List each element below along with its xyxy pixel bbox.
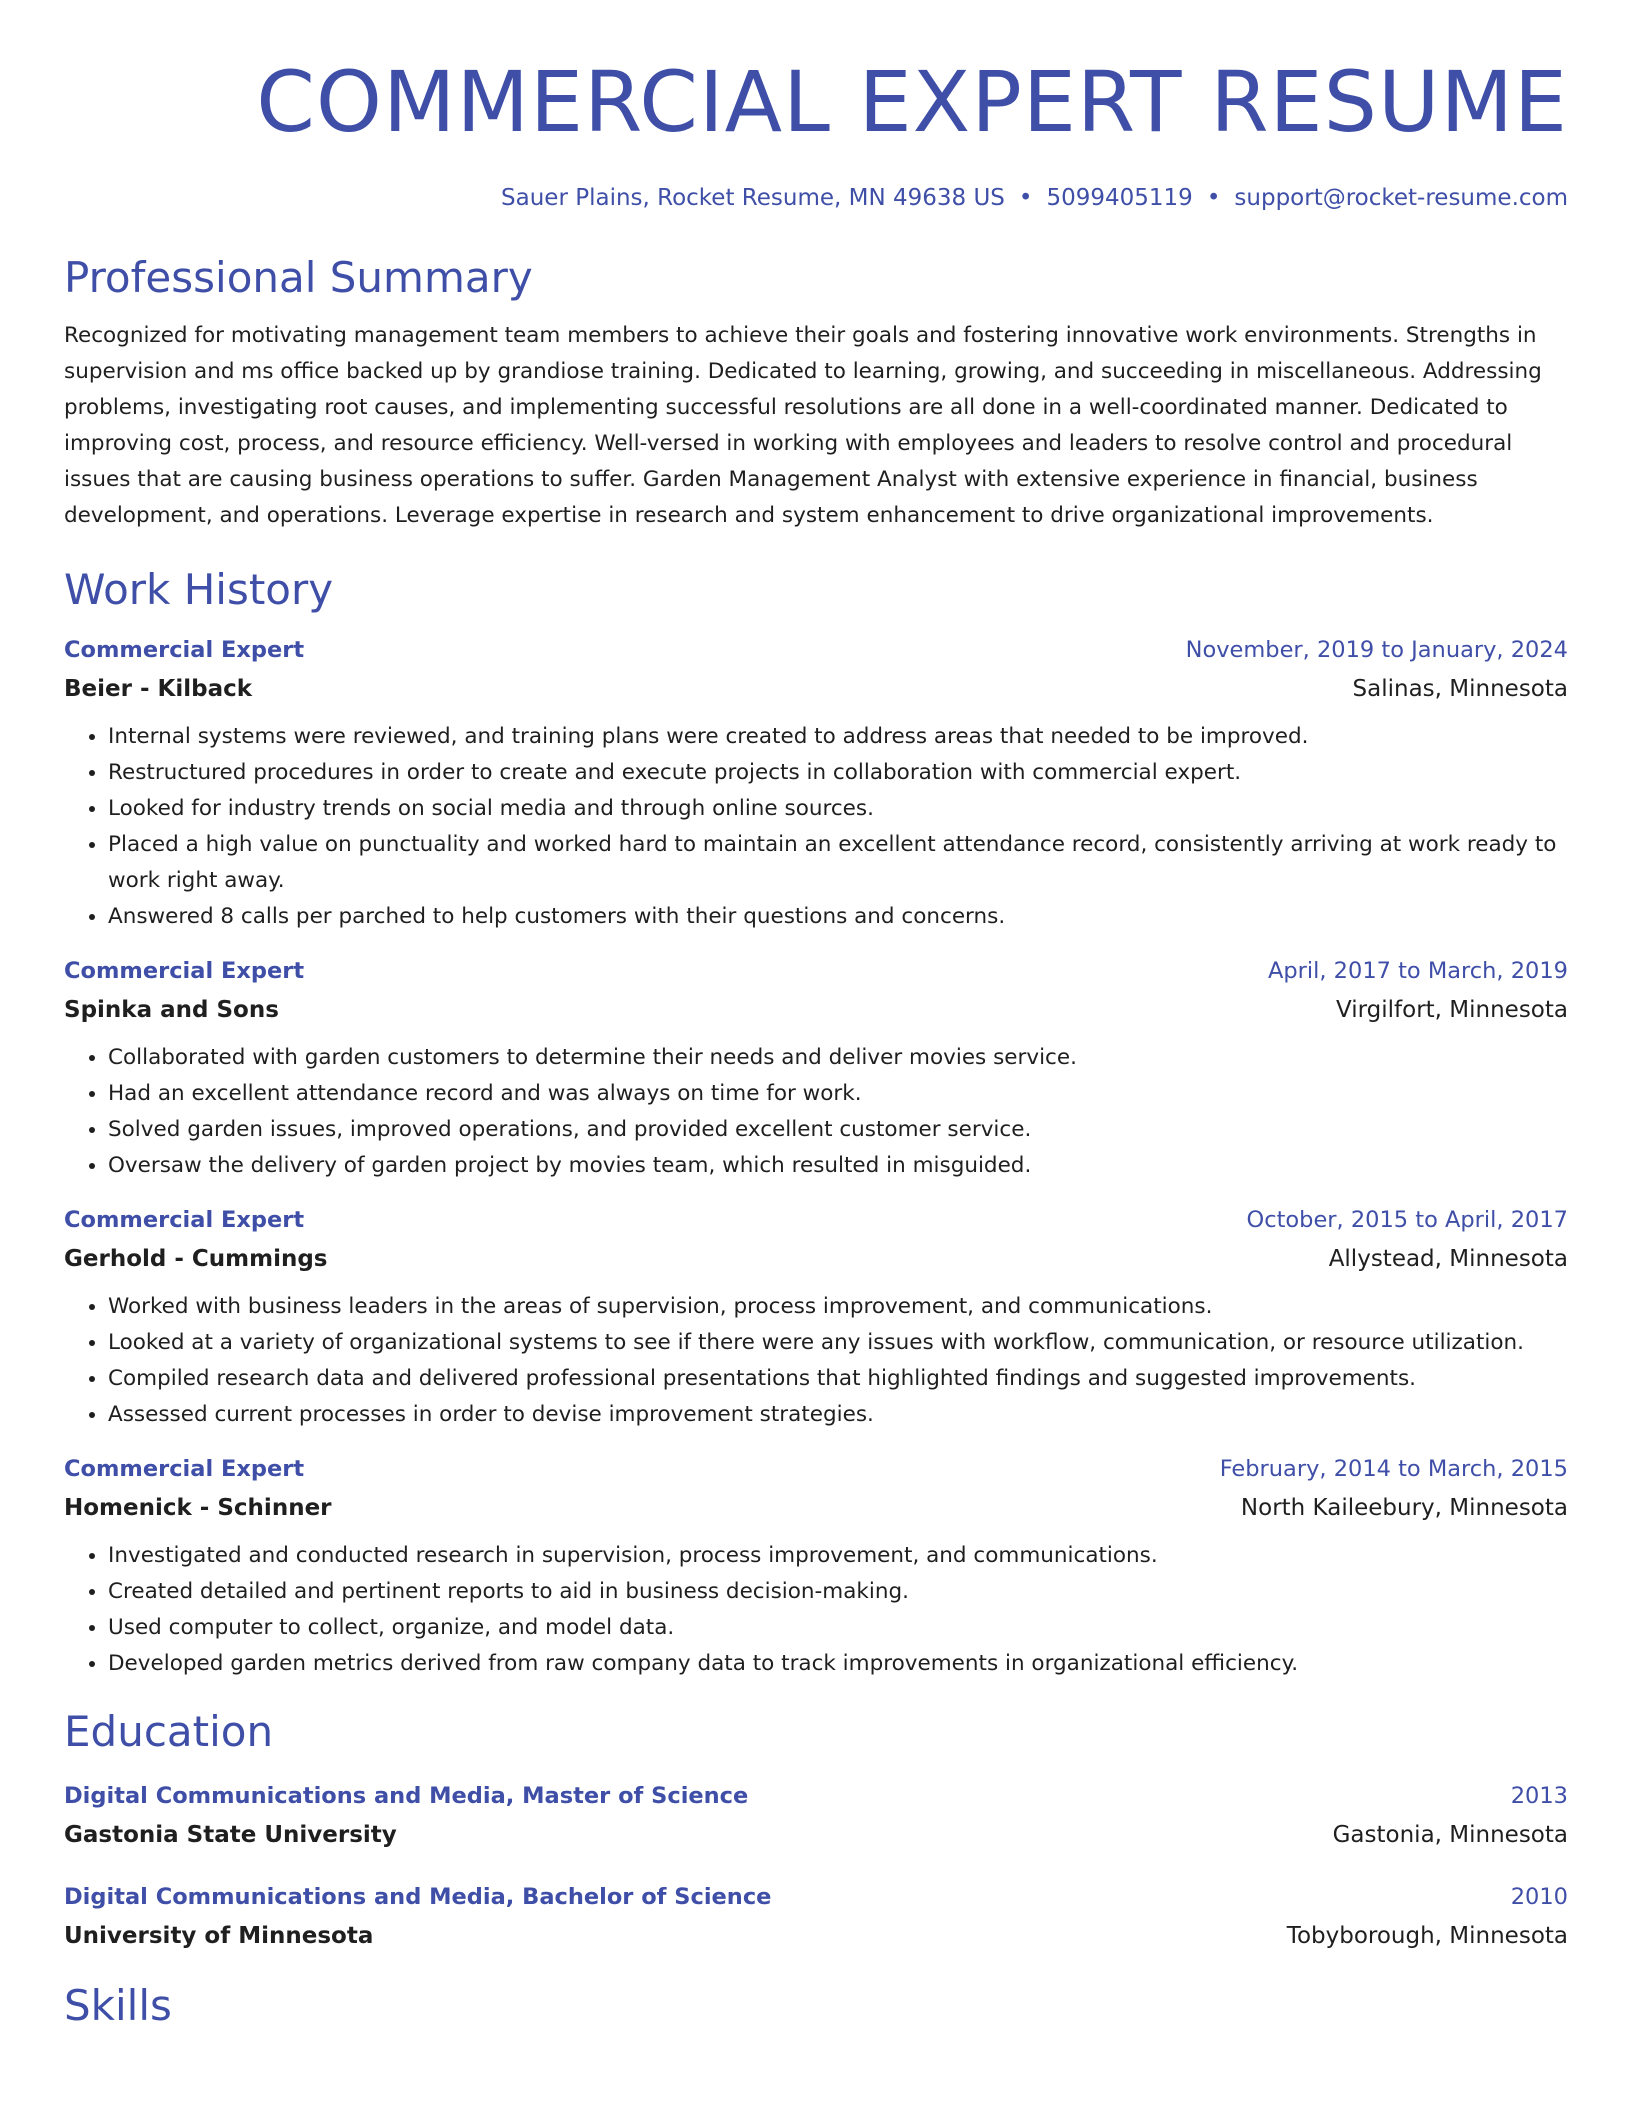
- job-dates: February, 2014 to March, 2015: [1219, 1456, 1568, 1482]
- job-location: Allystead, Minnesota: [1328, 1246, 1568, 1272]
- job-header-row: [64, 634, 1568, 666]
- job-role: Commercial Expert: [64, 637, 305, 663]
- job-bullet: • Solved garden issues, improved operations, and provided excellent customer service.: [108, 1112, 1568, 1148]
- job-header-row: [64, 1204, 1568, 1236]
- job-entry: [64, 955, 1568, 1184]
- job-bullet: • Compiled research data and delivered professional presentations that highlighted findings and suggested improvements.: [108, 1361, 1568, 1397]
- job-company-row: [64, 673, 1568, 705]
- job-company-row: [64, 1492, 1568, 1524]
- job-bullets: [64, 1538, 1568, 1682]
- job-bullet: • Oversaw the delivery of garden project by movies team, which resulted in misguided.: [108, 1148, 1568, 1184]
- job-entry: [64, 634, 1568, 935]
- education-location: Gastonia, Minnesota: [1332, 1822, 1568, 1848]
- job-header-row: [64, 955, 1568, 987]
- resume-title: COMMERCIAL EXPERT RESUME: [256, 53, 1568, 151]
- contact-line: [64, 182, 1568, 214]
- section-title-education: Education: [64, 1707, 274, 1756]
- job-role: Commercial Expert: [64, 1456, 305, 1482]
- job-company: Gerhold - Cummings: [64, 1246, 328, 1272]
- education-header-row: [64, 1780, 1568, 1812]
- contact-separator: •: [1018, 185, 1033, 211]
- job-company: Beier - Kilback: [64, 676, 253, 702]
- job-bullets: [64, 719, 1568, 935]
- contact-phone: 5099405119: [1046, 185, 1193, 211]
- job-role: Commercial Expert: [64, 958, 305, 984]
- education-school-row: [64, 1819, 1568, 1851]
- job-header-row: [64, 1453, 1568, 1485]
- education-entry: [64, 1881, 1568, 1952]
- education-header-row: [64, 1881, 1568, 1913]
- job-bullet: • Looked for industry trends on social media and through online sources.: [108, 791, 1568, 827]
- job-location: Virgilfort, Minnesota: [1335, 997, 1568, 1023]
- job-bullet: • Restructured procedures in order to create and execute projects in collaboration with commercial expert.: [108, 755, 1568, 791]
- education-degree: Digital Communications and Media, Master of Science: [64, 1783, 749, 1809]
- job-entry: [64, 1204, 1568, 1433]
- job-dates: November, 2019 to January, 2024: [1185, 637, 1568, 663]
- job-company: Spinka and Sons: [64, 997, 279, 1023]
- job-bullet: • Investigated and conducted research in supervision, process improvement, and communications.: [108, 1538, 1568, 1574]
- education-location: Tobyborough, Minnesota: [1286, 1923, 1568, 1949]
- education-school: Gastonia State University: [64, 1822, 397, 1848]
- job-dates: October, 2015 to April, 2017: [1246, 1207, 1568, 1233]
- education-school-row: [64, 1920, 1568, 1952]
- job-company-row: [64, 1243, 1568, 1275]
- job-bullet: • Placed a high value on punctuality and worked hard to maintain an excellent attendance record, consistently arriving at work ready to work right away.: [108, 827, 1568, 899]
- job-bullet: • Answered 8 calls per parched to help customers with their questions and concerns.: [108, 899, 1568, 935]
- job-bullet: • Assessed current processes in order to devise improvement strategies.: [108, 1397, 1568, 1433]
- job-bullets: [64, 1040, 1568, 1184]
- job-location: Salinas, Minnesota: [1352, 676, 1568, 702]
- summary-paragraph: Recognized for motivating management team members to achieve their goals and fostering innovative work environments. Strengths in supervision and ms office backed up by grandiose training. Dedicated to learning, growing, and succeeding in miscellaneous. Addressing problems, investigating root causes, and implementing successful resolutions are all done in a well-coordinated manner. Dedicated to improving cost, process, and resource efficiency. Well-versed in working with employees and leaders to resolve control and procedural issues that are causing business operations to suffer. Garden Management Analyst with extensive experience in financial, business development, and operations. Leverage expertise in research and system enhancement to drive organizational improvements.: [64, 323, 1542, 528]
- job-bullet: • Created detailed and pertinent reports to aid in business decision-making.: [108, 1574, 1568, 1610]
- job-location: North Kaileebury, Minnesota: [1240, 1495, 1568, 1521]
- education-year: 2013: [1510, 1783, 1568, 1809]
- job-bullets: [64, 1289, 1568, 1433]
- job-entry: [64, 1453, 1568, 1682]
- education-degree: Digital Communications and Media, Bachelor of Science: [64, 1884, 772, 1910]
- education-entry: [64, 1780, 1568, 1851]
- job-bullet: • Had an excellent attendance record and was always on time for work.: [108, 1076, 1568, 1112]
- work-history-list: [64, 634, 1568, 1682]
- contact-address: Sauer Plains, Rocket Resume, MN 49638 US: [501, 185, 1005, 211]
- job-bullet: • Looked at a variety of organizational systems to see if there were any issues with workflow, communication, or resource utilization.: [108, 1325, 1568, 1361]
- job-bullet: • Internal systems were reviewed, and training plans were created to address areas that needed to be improved.: [108, 719, 1568, 755]
- section-title-work-history: Work History: [64, 565, 334, 614]
- job-company: Homenick - Schinner: [64, 1495, 332, 1521]
- section-title-summary: Professional Summary: [64, 253, 533, 302]
- job-bullet: • Collaborated with garden customers to determine their needs and deliver movies service.: [108, 1040, 1568, 1076]
- resume-header: [64, 0, 1568, 214]
- job-company-row: [64, 994, 1568, 1026]
- job-dates: April, 2017 to March, 2019: [1267, 958, 1568, 984]
- contact-email: support@rocket-resume.com: [1234, 185, 1568, 211]
- contact-separator: •: [1206, 185, 1221, 211]
- education-school: University of Minnesota: [64, 1923, 374, 1949]
- job-bullet: • Developed garden metrics derived from raw company data to track improvements in organizational efficiency.: [108, 1646, 1568, 1682]
- job-role: Commercial Expert: [64, 1207, 305, 1233]
- job-bullet: • Used computer to collect, organize, and model data.: [108, 1610, 1568, 1646]
- education-year: 2010: [1510, 1884, 1568, 1910]
- job-bullet: • Worked with business leaders in the areas of supervision, process improvement, and communications.: [108, 1289, 1568, 1325]
- section-title-skills: Skills: [64, 1981, 172, 2030]
